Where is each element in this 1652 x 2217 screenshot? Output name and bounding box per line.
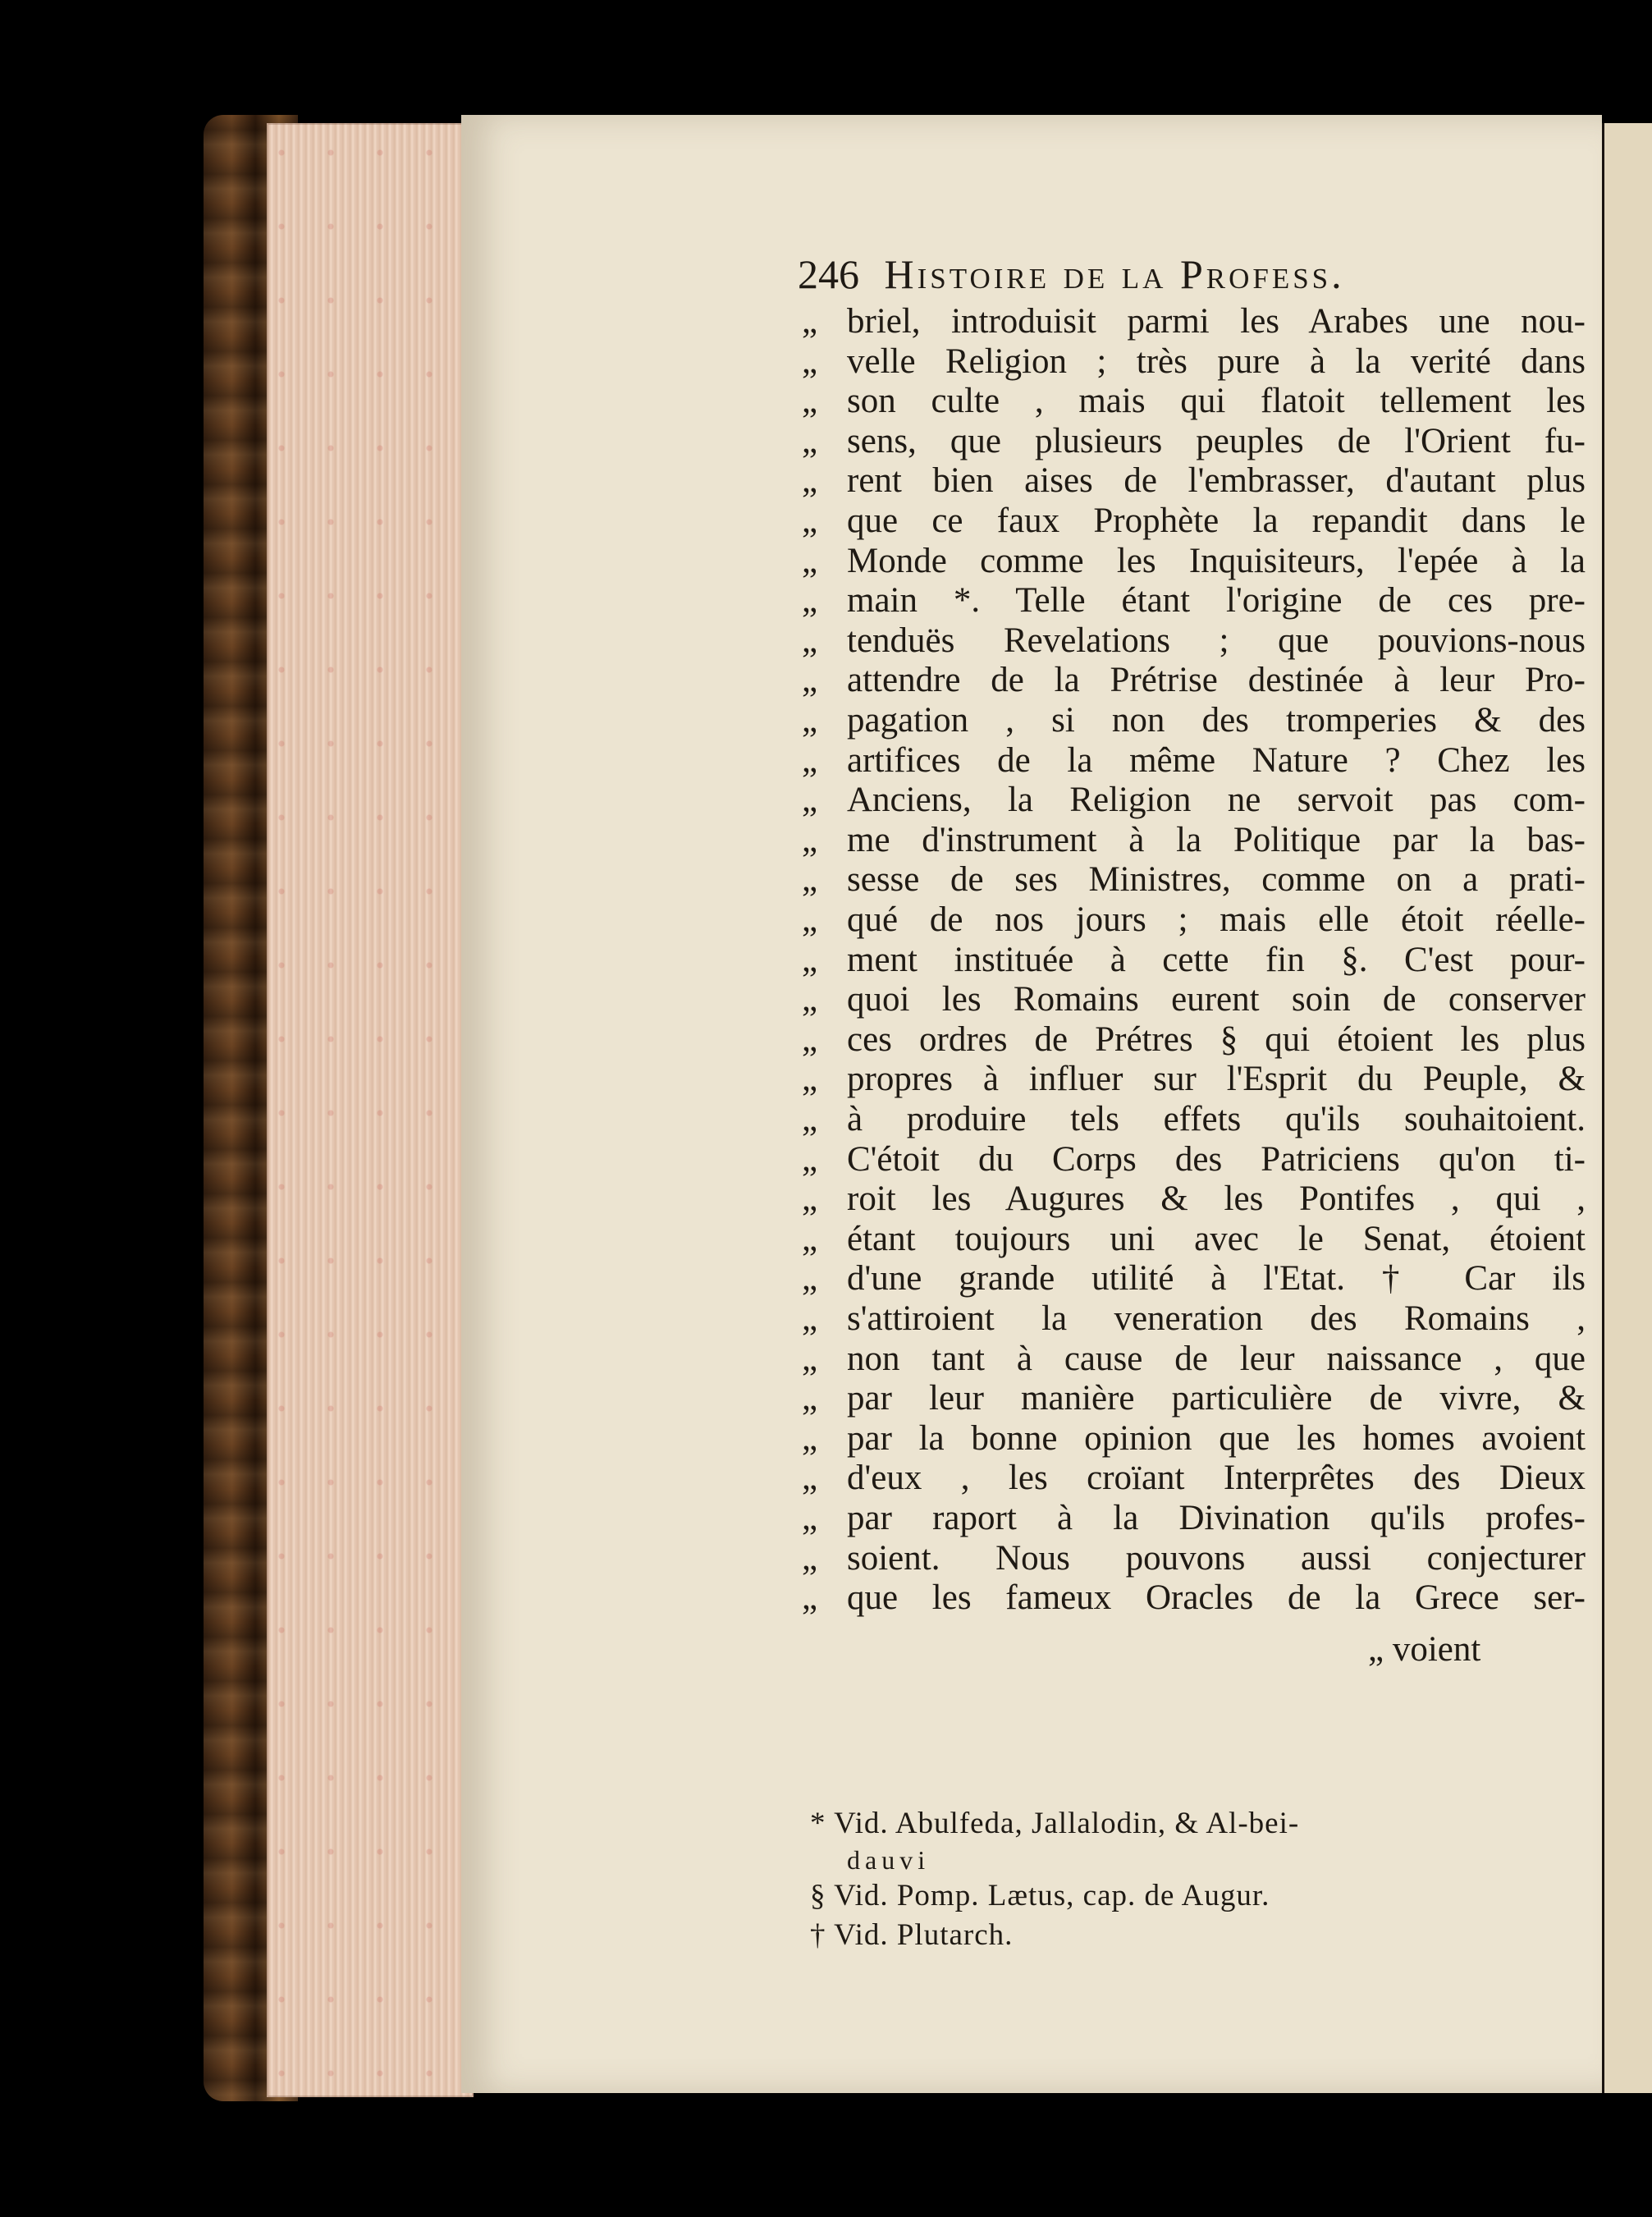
quote-mark: „ (802, 1339, 818, 1378)
quote-mark: „ (802, 461, 818, 501)
text-line (802, 701, 1590, 740)
line-text: attendre de la Prétrise destinée à leur Pro- (847, 661, 1586, 700)
page-number: 246 (798, 251, 859, 297)
footnote-1: * Vid. Abulfeda, Jallalodin, & Al-bei- (810, 1807, 1300, 1840)
line-text: d'une grande utilité à l'Etat. † Car ils (847, 1259, 1586, 1299)
line-text: rent bien aises de l'embrasser, d'autant plus (847, 461, 1586, 501)
text-line (802, 502, 1590, 541)
line-text: soient. Nous pouvons aussi conjecturer (847, 1538, 1586, 1578)
quote-mark: „ (802, 661, 818, 700)
catchword: „ voient (1368, 1630, 1481, 1669)
text-line (802, 980, 1590, 1019)
line-text: non tant à cause de leur naissance , que (847, 1339, 1586, 1378)
line-text: d'eux , les croïant Interprêtes des Dieux (847, 1459, 1586, 1498)
quote-mark: „ (802, 421, 818, 460)
line-text: pagation , si non des tromperies & des (847, 701, 1586, 740)
footnote-2: § Vid. Pomp. Lætus, cap. de Augur. (810, 1879, 1270, 1912)
line-text: propres à influer sur l'Esprit du Peuple, & (847, 1060, 1586, 1099)
quote-mark: „ (802, 1060, 818, 1099)
text-line (802, 781, 1590, 820)
line-text: roit les Augures & les Pontifes , qui , (847, 1179, 1586, 1219)
text-line (802, 661, 1590, 700)
quote-mark: „ (802, 1179, 818, 1219)
line-text: quoi les Romains eurent soin de conserver (847, 980, 1586, 1019)
line-text: ment instituée à cette fin §. C'est pour- (847, 940, 1586, 979)
quote-mark: „ (802, 1219, 818, 1258)
text-line (802, 1100, 1590, 1139)
line-text: à produire tels effets qu'ils souhaitoient. (847, 1100, 1586, 1138)
line-text: étant toujours uni avec le Senat, étoient (847, 1219, 1586, 1258)
line-text: briel, introduisit parmi les Arabes une nou- (847, 302, 1586, 341)
quote-mark: „ (802, 820, 818, 859)
text-line (802, 741, 1590, 781)
line-text: ces ordres de Prétres § qui étoient les plus (847, 1019, 1586, 1059)
quote-mark: „ (802, 701, 818, 740)
text-line (802, 821, 1590, 860)
text-line (802, 621, 1590, 661)
text-line (802, 1499, 1590, 1538)
text-line (802, 342, 1590, 382)
quote-mark: „ (802, 1459, 818, 1498)
text-line (802, 1340, 1590, 1379)
quote-mark: „ (802, 541, 818, 580)
quote-mark: „ (802, 1139, 818, 1179)
text-line (802, 900, 1590, 940)
line-text: son culte , mais qui flatoit tellement les (847, 382, 1586, 421)
quote-mark: „ (802, 341, 818, 381)
text-line (802, 1179, 1590, 1219)
quote-mark: „ (802, 1100, 818, 1138)
quote-mark: „ (802, 860, 818, 900)
text-line (802, 1419, 1590, 1459)
quote-mark: „ (802, 581, 818, 621)
text-line (802, 941, 1590, 980)
quote-mark: „ (802, 621, 818, 660)
text-line (802, 1379, 1590, 1418)
line-text: sens, que plusieurs peuples de l'Orient fu- (847, 421, 1586, 460)
quote-mark: „ (802, 1578, 818, 1618)
line-text: par leur manière particulière de vivre, & (847, 1379, 1586, 1418)
line-text: Monde comme les Inquisiteurs, l'epée à la (847, 541, 1586, 580)
quote-mark: „ (802, 900, 818, 939)
quote-mark: „ (802, 740, 818, 780)
line-text: velle Religion ; très pure à la verité dans (847, 341, 1586, 381)
text-line (802, 1578, 1590, 1618)
text-line (802, 1060, 1590, 1099)
line-text: C'étoit du Corps des Patriciens qu'on ti- (847, 1139, 1586, 1179)
line-text: Anciens, la Religion ne servoit pas com- (847, 781, 1586, 820)
text-line (802, 860, 1590, 900)
line-text: me d'instrument à la Politique par la bas- (847, 820, 1586, 859)
quote-mark: „ (802, 1499, 818, 1537)
quote-mark: „ (802, 781, 818, 820)
line-text: que ce faux Prophète la repandit dans le (847, 502, 1586, 540)
text-line (802, 302, 1590, 341)
text-line (802, 422, 1590, 461)
line-text: par la bonne opinion que les homes avoient (847, 1418, 1586, 1458)
quote-mark: „ (802, 302, 818, 341)
quote-mark: „ (802, 1538, 818, 1578)
line-text: par raport à la Divination qu'ils profes- (847, 1499, 1586, 1537)
footnote-1-cont: dauvi (847, 1845, 931, 1875)
line-text: tenduës Revelations ; que pouvions-nous (847, 621, 1586, 660)
facing-page-edge (1602, 123, 1652, 2093)
text-line (802, 1459, 1590, 1498)
quote-mark: „ (802, 382, 818, 421)
text-line (802, 1140, 1590, 1179)
quote-mark: „ (802, 1259, 818, 1299)
text-line (802, 461, 1590, 501)
book-page (461, 115, 1602, 2093)
quote-mark: „ (802, 1019, 818, 1059)
quote-mark: „ (802, 980, 818, 1019)
line-text: s'attiroient la veneration des Romains , (847, 1299, 1586, 1338)
text-line (802, 1539, 1590, 1578)
running-head-title: Histoire de la Profess. (884, 251, 1345, 297)
line-text: sesse de ses Ministres, comme on a prati- (847, 860, 1586, 900)
line-text: qué de nos jours ; mais elle étoit réelle- (847, 900, 1586, 939)
quote-mark: „ (802, 1379, 818, 1418)
quote-mark: „ (802, 1299, 818, 1338)
line-text: artifices de la même Nature ? Chez les (847, 740, 1586, 780)
text-line (802, 581, 1590, 621)
line-text: main *. Telle étant l'origine de ces pre- (847, 581, 1586, 621)
text-line (802, 1259, 1590, 1299)
quote-mark: „ (802, 940, 818, 979)
text-line (802, 542, 1590, 581)
quote-mark: „ (802, 1418, 818, 1458)
text-line (802, 1299, 1590, 1339)
page-text (461, 115, 1602, 2093)
text-line (802, 1020, 1590, 1060)
text-line (802, 382, 1590, 421)
footnote-3: † Vid. Plutarch. (810, 1918, 1014, 1952)
page-edges (267, 123, 474, 2097)
text-line (802, 1220, 1590, 1259)
line-text: que les fameux Oracles de la Grece ser- (847, 1578, 1586, 1618)
quote-mark: „ (802, 502, 818, 540)
running-header (798, 250, 1345, 298)
